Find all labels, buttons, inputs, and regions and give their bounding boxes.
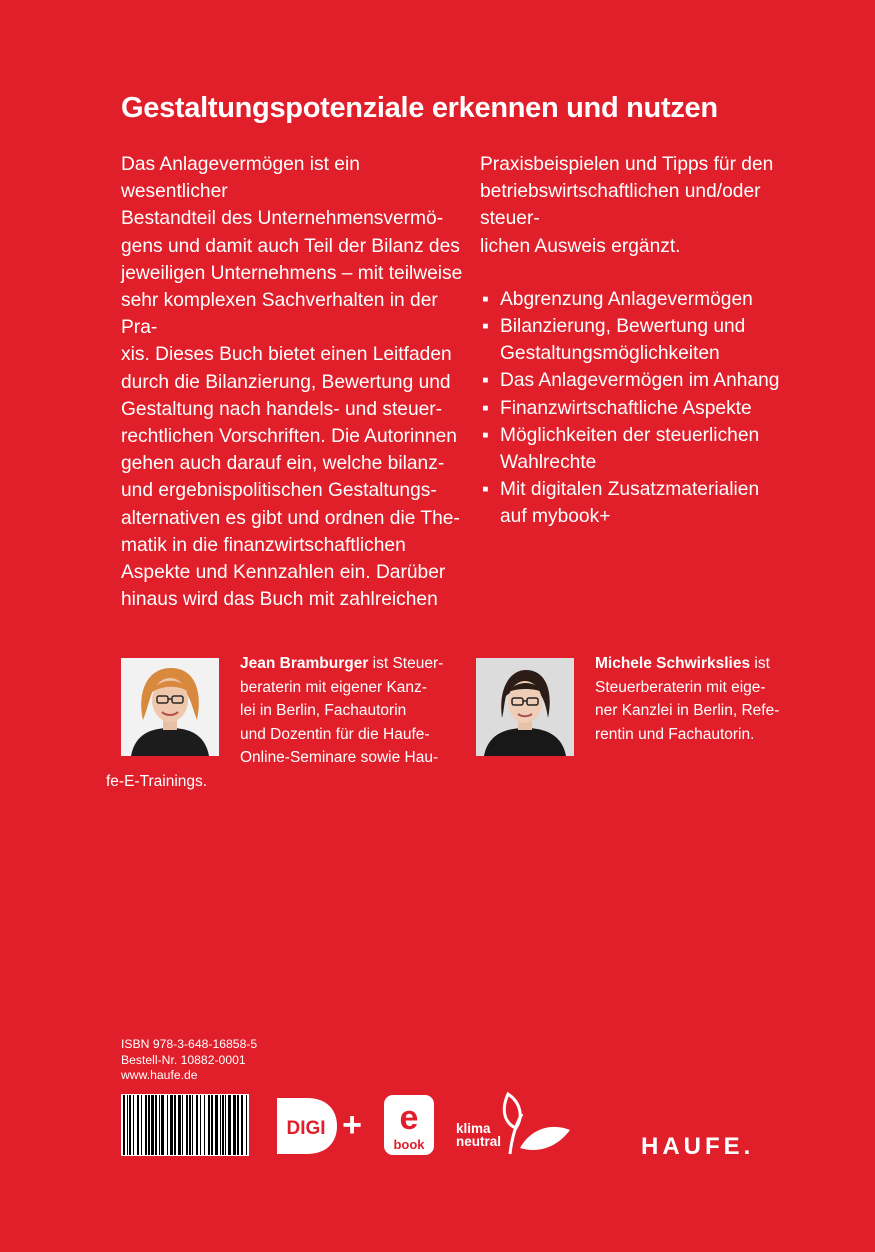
text-line: Das Anlagevermögen ist ein wesentlicher	[121, 154, 360, 203]
klima-logo-line1: klima	[456, 1121, 491, 1136]
feature-list-item-line: Mit digitalen Zusatzmaterialien	[500, 479, 760, 501]
haufe-logo-text: HAUFE.	[641, 1133, 755, 1158]
text-line: lichen Ausweis ergänzt.	[480, 235, 681, 257]
description-text	[121, 151, 466, 613]
publication-info	[121, 1037, 257, 1084]
feature-list-item	[480, 476, 820, 530]
feature-list-item-line: Bilanzierung, Bewertung und	[500, 316, 746, 338]
bullet-square-icon: ▪	[482, 316, 489, 338]
text-line: rechtlichen Vorschriften. Die Autorinnen	[121, 426, 457, 448]
haufe-logo	[641, 1132, 813, 1158]
bullet-square-icon: ▪	[482, 479, 489, 501]
text-line: betriebswirtschaftlichen und/oder steuer-	[480, 181, 761, 230]
author-photo-jean-bramburger	[121, 658, 219, 756]
klima-logo-line2: neutral	[456, 1134, 502, 1149]
description-right-column	[480, 151, 820, 531]
feature-list-item	[480, 313, 820, 367]
author-bio-line: beraterin mit eigener Kanz-	[240, 678, 427, 696]
text-line: matik in die finanzwirtschaftlichen	[121, 534, 406, 556]
feature-list-item-line: Abgrenzung Anlagevermögen	[500, 288, 753, 310]
description-left-column	[121, 151, 466, 613]
bullet-square-icon: ▪	[482, 370, 489, 392]
feature-list-item	[480, 422, 820, 476]
digi-logo-plus: +	[342, 1106, 362, 1144]
feature-list-item	[480, 286, 820, 313]
text-line: Aspekte und Kennzahlen ein. Darüber	[121, 562, 446, 584]
author-bio-line: Online-Seminare sowie Hau-	[240, 749, 439, 767]
text-line: und ergebnispolitischen Gestaltungs-	[121, 480, 437, 502]
text-line: gehen auch darauf ein, welche bilanz-	[121, 453, 445, 475]
publisher-website: www.haufe.de	[121, 1068, 198, 1082]
author-bio-line: ist Steuer-	[368, 655, 444, 672]
haufe-wordmark-icon	[641, 1132, 813, 1158]
ebook-logo-letter: e	[399, 1099, 419, 1137]
text-line: Gestaltung nach handels- und steuer-	[121, 398, 443, 420]
feature-list-item-line: Das Anlagevermögen im Anhang	[500, 370, 780, 392]
bullet-square-icon: ▪	[482, 424, 489, 446]
author-photo-michele-schwirkslies	[476, 658, 574, 756]
bullet-square-icon: ▪	[482, 288, 489, 310]
feature-list-item-line: Möglichkeiten der steuerlichen	[500, 424, 760, 446]
ebook-logo	[383, 1094, 435, 1156]
author-bio-line: rentin und Fachautorin.	[595, 725, 755, 743]
author-name: Jean Bramburger	[240, 655, 369, 672]
author-bio-jean-bramburger	[240, 652, 450, 770]
feature-list-item	[480, 395, 820, 422]
author-bio-line: fe-E-Trainings.	[106, 773, 208, 790]
digi-logo-text: DIGI	[286, 1118, 326, 1139]
portrait-image	[121, 658, 219, 756]
digi-plus-logo	[277, 1094, 367, 1156]
isbn-barcode	[121, 1094, 249, 1156]
author-bio-line: lei in Berlin, Fachautorin	[240, 702, 407, 720]
ebook-logo-word: book	[393, 1137, 425, 1152]
author-name: Michele Schwirkslies	[595, 655, 751, 672]
bullet-square-icon: ▪	[482, 397, 489, 419]
ebook-icon	[383, 1094, 435, 1156]
feature-list-item-line: Finanzwirtschaftliche Aspekte	[500, 397, 752, 419]
feature-list-item	[480, 367, 820, 394]
text-line: hinaus wird das Buch mit zahlreichen	[121, 589, 438, 611]
climate-neutral-logo	[454, 1090, 574, 1156]
text-line: gens und damit auch Teil der Bilanz des	[121, 235, 460, 257]
text-line: alternativen es gibt und ordnen die The-	[121, 507, 460, 529]
isbn-number: ISBN 978-3-648-16858-5	[121, 1037, 258, 1051]
text-line: durch die Bilanzierung, Bewertung und	[121, 371, 451, 393]
text-line: jeweiligen Unternehmens – mit teilweise	[121, 262, 463, 284]
text-line: xis. Dieses Buch bietet einen Leitfaden	[121, 344, 452, 366]
text-line: sehr komplexen Sachverhalten in der Pra-	[121, 290, 438, 339]
digi-plus-icon	[277, 1094, 367, 1156]
book-headline: Gestaltungspotenziale erkennen und nutzen	[121, 92, 718, 124]
portrait-image	[476, 658, 574, 756]
author-bio-line: ist	[750, 655, 770, 672]
leaf-icon	[454, 1090, 574, 1156]
text-line: Bestandteil des Unternehmensvermö-	[121, 208, 444, 230]
feature-list-item-line: Wahlrechte	[500, 452, 597, 474]
author-bio-michele-schwirkslies	[595, 652, 805, 746]
description-continued-text	[480, 151, 820, 260]
author-bio-line: und Dozentin für die Haufe-	[240, 725, 430, 743]
order-number: Bestell-Nr. 10882-0001	[121, 1052, 246, 1067]
feature-list-item-line: auf mybook+	[500, 506, 611, 528]
barcode-bars-icon	[121, 1094, 249, 1156]
author-bio-line: Steuerberaterin mit eige-	[595, 678, 766, 696]
feature-list-item-line: Gestaltungsmöglichkeiten	[500, 343, 720, 365]
author-bio-line: ner Kanzlei in Berlin, Refe-	[595, 702, 780, 720]
text-line: Praxisbeispielen und Tipps für den	[480, 154, 774, 175]
feature-list	[480, 286, 820, 531]
